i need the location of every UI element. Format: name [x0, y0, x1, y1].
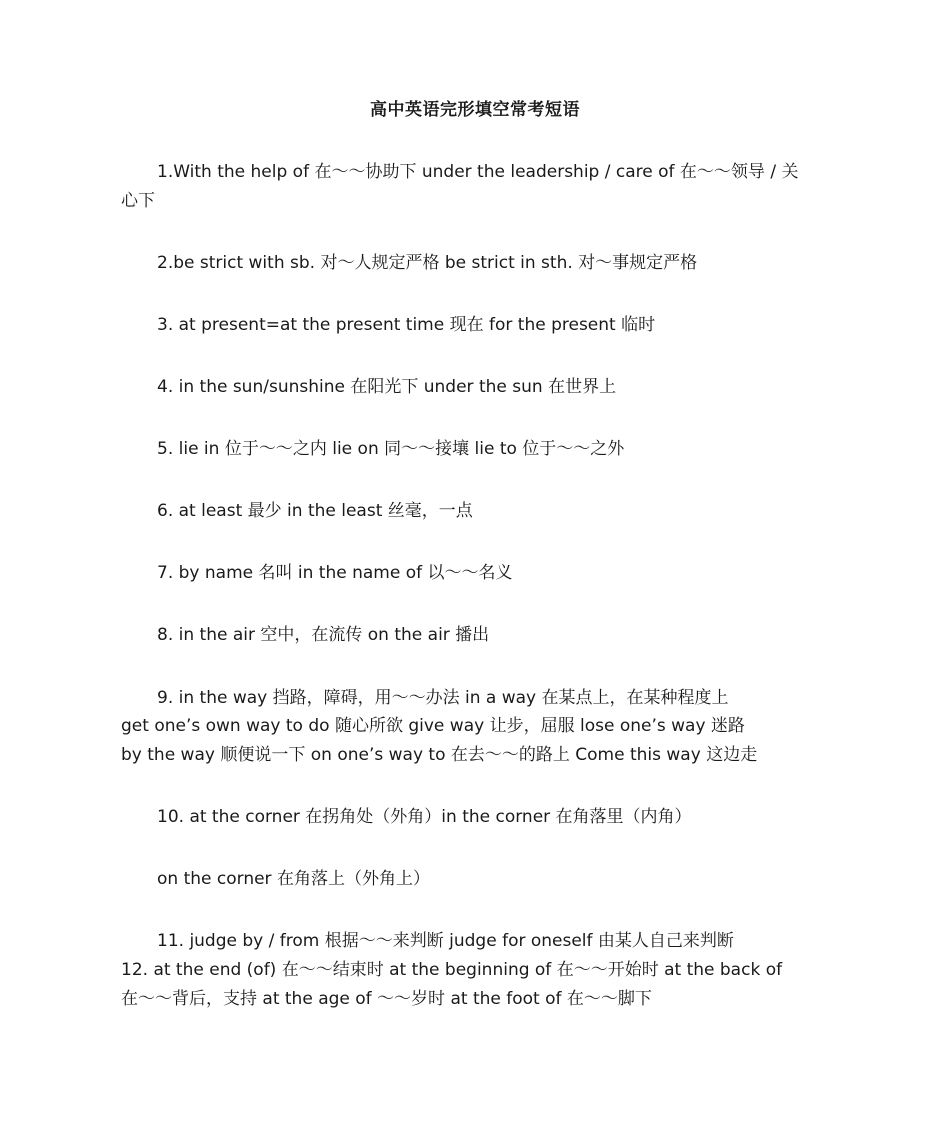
- phrase-line-8: 8. in the air 空中，在流传 on the air 播出: [157, 625, 490, 645]
- phrase-line-1-cont: 心下: [121, 191, 155, 211]
- phrase-line-7: 7. by name 名叫 in the name of 以～～名义: [157, 563, 513, 583]
- phrase-line-9-cont-1: get one’s own way to do 随心所欲 give way 让步，屈服 lose one’s way 迷路: [121, 716, 745, 736]
- phrase-line-9-cont-2: by the way 顺便说一下 on one’s way to 在去～～的路上 Come this way 这边走: [121, 745, 758, 765]
- phrase-line-12: 12. at the end (of) 在～～结束时 at the beginning of 在～～开始时 at the back of: [121, 960, 783, 980]
- phrase-line-10-cont: on the corner 在角落上（外角上）: [157, 869, 430, 889]
- phrase-line-10: 10. at the corner 在拐角处（外角）in the corner 在角落里（内角）: [157, 807, 692, 827]
- phrase-line-4: 4. in the sun/sunshine 在阳光下 under the sun 在世界上: [157, 377, 617, 397]
- phrase-line-9: 9. in the way 挡路，障碍，用～～办法 in a way 在某点上，在某种程度上: [157, 688, 729, 708]
- phrase-line-1: 1.With the help of 在～～协助下 under the leadership / care of 在～～领导 / 关: [157, 162, 799, 182]
- phrase-line-2: 2.be strict with sb. 对～人规定严格 be strict in sth. 对～事规定严格: [157, 253, 698, 273]
- document-title: 高中英语完形填空常考短语: [370, 100, 580, 120]
- phrase-line-3: 3. at present=at the present time 现在 for the present 临时: [157, 315, 656, 335]
- phrase-line-12-cont: 在～～背后，支持 at the age of ～～岁时 at the foot of 在～～脚下: [121, 989, 652, 1009]
- phrase-line-11: 11. judge by / from 根据～～来判断 judge for oneself 由某人自己来判断: [157, 931, 734, 951]
- phrase-line-5: 5. lie in 位于～～之内 lie on 同～～接壤 lie to 位于～～之外: [157, 439, 625, 459]
- phrase-line-6: 6. at least 最少 in the least 丝毫，一点: [157, 501, 473, 521]
